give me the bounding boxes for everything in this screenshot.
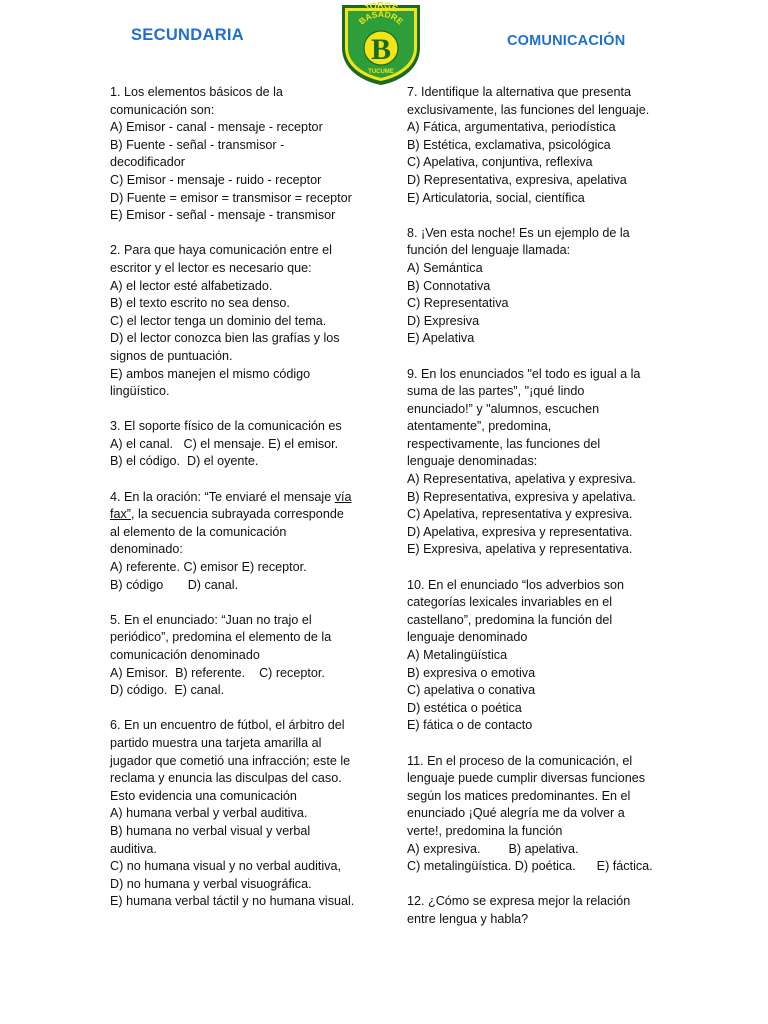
question-1 [110,84,372,225]
q6-option: C) no humana visual y no verbal auditiva, [110,859,342,874]
q11-option: C) metalingüística. D) poética. E) fáctica. [407,859,653,874]
q2-option: D) el lector conozca bien las grafías y los [110,331,340,346]
q11-option: A) expresiva. B) apelativa. [407,841,579,856]
q5-option: D) código. E) canal. [110,683,225,698]
left-column [110,84,372,929]
q8-option: E) Apelativa [407,331,475,346]
q12-line: 12. ¿Cómo se expresa mejor la relación [407,894,631,909]
q6-line: 6. En un encuentro de fútbol, el árbitro del [110,718,345,733]
q7-option: D) Representativa, expresiva, apelativa [407,172,627,187]
q6-option: A) humana verbal y verbal auditiva. [110,806,308,821]
q7-line: 7. Identifique la alternativa que presenta [407,85,632,99]
logo-middle-text: BASADRE [356,9,406,27]
q10-option: C) apelativa o conativa [407,683,536,698]
q1-line: comunicación son: [110,102,215,117]
q2-option: E) ambos manejen el mismo código [110,366,311,381]
school-logo [338,2,424,86]
question-8 [407,225,669,348]
q3-line: 3. El soporte físico de la comunicación es [110,419,342,434]
right-column [407,84,669,946]
q1-option: decodificador [110,155,185,170]
q6-line: jugador que cometió una infracción; este le [110,753,351,768]
q5-option: A) Emisor. B) referente. C) receptor. [110,665,325,680]
q9-line: 9. En los enunciados "el todo es igual a la [407,366,641,381]
q5-line: periódico”, predomina el elemento de la [110,630,332,645]
q9-option: D) Apelativa, expresiva y representativa. [407,524,633,539]
q2-line: 2. Para que haya comunicación entre el [110,243,332,258]
q10-line: castellano”, predomina la función del [407,612,613,627]
q4-underlined-text: vía [334,489,352,504]
q5-line: 5. En el enunciado: “Juan no trajo el [110,612,312,627]
question-7 [407,84,669,207]
q6-option: auditiva. [110,841,157,856]
q4-line: al elemento de la comunicación [110,524,287,539]
q10-option: A) Metalingüística [407,648,508,662]
q2-option: signos de puntuación. [110,348,233,363]
q9-line: suma de las partes”, "¡qué lindo [407,384,585,399]
q11-line: verte!, predomina la función [407,823,563,838]
q8-option: C) Representativa [407,296,509,311]
q3-option: B) el código. D) el oyente. [110,454,259,469]
q4-line: denominado: [110,542,183,557]
q12-line: entre lengua y habla? [407,911,529,926]
question-2 [110,242,372,400]
q4-text: 4. En la oración: “Te enviaré el mensaje [110,489,335,504]
q9-option: C) Apelativa, representativa y expresiva. [407,507,633,522]
q8-line: función del lenguaje llamada: [407,243,571,258]
question-12 [407,893,669,928]
q1-option: C) Emisor - mensaje - ruido - receptor [110,172,322,187]
q7-line: exclusivamente, las funciones del lenguaje. [407,102,650,117]
question-9 [407,366,669,560]
q8-option: A) Semántica [407,260,483,275]
q1-option: A) Emisor - canal - mensaje - receptor [110,120,323,135]
q6-line: reclama y enuncia las disculpas del caso. [110,771,342,786]
q7-option: B) Estética, exclamativa, psicológica [407,137,611,152]
q8-line: 8. ¡Ven esta noche! Es un ejemplo de la [407,225,630,240]
q10-line: 10. En el enunciado “los adverbios son [407,577,625,592]
logo-bottom-text: TUCUME [368,69,394,75]
q4-line [110,506,372,524]
logo-top-text: JORGE [362,2,400,14]
q2-option: A) el lector esté alfabetizado. [110,278,273,293]
question-3 [110,418,372,471]
q9-line: lenguaje denominadas: [407,454,538,469]
q4-underlined-text: fax” [110,507,131,522]
q9-option: A) Representativa, apelativa y expresiva. [407,472,636,487]
q3-option: A) el canal. C) el mensaje. E) el emisor. [110,436,339,451]
header-subject: COMUNICACIÓN [507,33,626,49]
q6-line: Esto evidencia una comunicación [110,788,297,803]
q7-option: E) Articulatoria, social, científica [407,190,585,205]
q8-option: B) Connotativa [407,278,491,293]
q9-option: B) Representativa, expresiva y apelativa. [407,489,636,504]
q9-option: E) Expresiva, apelativa y representativa. [407,542,633,557]
q7-option: A) Fática, argumentativa, periodística [407,120,616,135]
q10-option: E) fática o de contacto [407,718,533,733]
question-10 [407,577,669,735]
q6-option: B) humana no verbal visual y verbal [110,823,311,838]
q10-line: lenguaje denominado [407,630,528,645]
q4-text: , la secuencia subrayada corresponde [131,507,344,522]
q6-option: D) no humana y verbal visuográfica. [110,876,312,891]
header-level: SECUNDARIA [131,26,245,44]
q2-option: lingüístico. [110,384,170,399]
q4-line [110,489,372,507]
q2-option: B) el texto escrito no sea denso. [110,296,290,311]
q10-line: categorías lexicales invariables en el [407,595,613,610]
q9-line: atentamente”, predomina, [407,419,552,434]
q2-line: escritor y el lector es necesario que: [110,260,312,275]
q11-line: 11. En el proceso de la comunicación, el [407,753,633,768]
q6-option: E) humana verbal táctil y no humana visual. [110,894,355,909]
q2-option: C) el lector tenga un dominio del tema. [110,313,327,328]
q10-option: B) expresiva o emotiva [407,665,536,680]
q1-line: 1. Los elementos básicos de la [110,85,283,99]
question-11 [407,753,669,876]
q5-line: comunicación denominado [110,648,260,662]
q6-line: partido muestra una tarjeta amarilla al [110,735,322,750]
q11-line: lenguaje puede cumplir diversas funciones [407,771,646,786]
q4-option: A) referente. C) emisor E) receptor. [110,560,307,575]
q7-option: C) Apelativa, conjuntiva, reflexiva [407,155,593,170]
question-4 [110,489,372,595]
q1-option: D) Fuente = emisor = transmisor = receptor [110,190,352,205]
q10-option: D) estética o poética [407,700,522,715]
q11-line: según los matices predominantes. En el [407,788,631,803]
q8-option: D) Expresiva [407,313,480,328]
q9-line: respectivamente, las funciones del [407,436,601,451]
logo-letter: B [370,33,392,66]
question-6 [110,717,372,911]
q1-option: E) Emisor - señal - mensaje - transmisor [110,208,336,223]
q11-line: enunciado ¡Qué alegría me da volver a [407,806,625,821]
q9-line: enunciado!” y "alumnos, escuchen [407,401,600,416]
q1-option: B) Fuente - señal - transmisor - [110,137,285,152]
q4-option: B) código D) canal. [110,577,239,592]
question-5 [110,612,372,700]
